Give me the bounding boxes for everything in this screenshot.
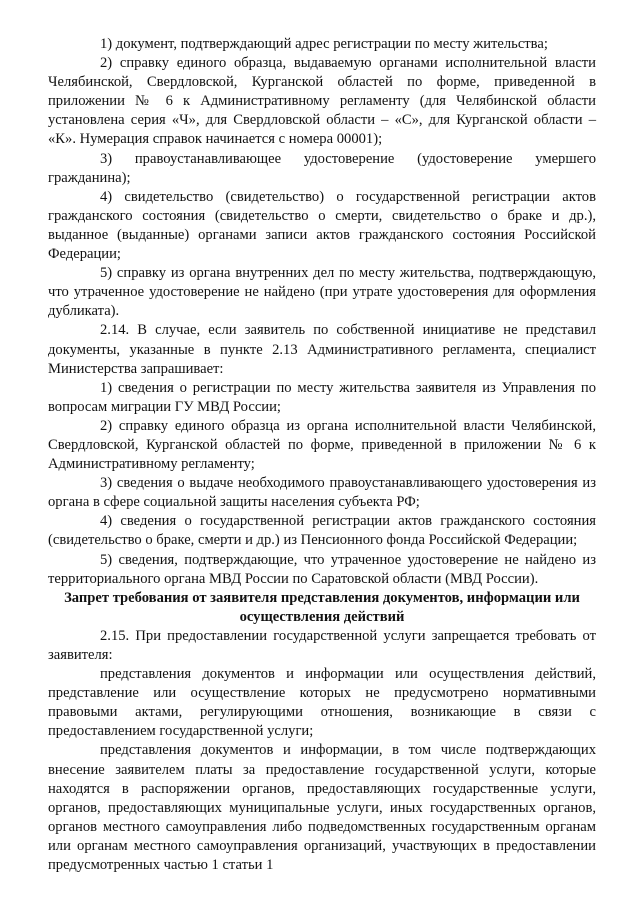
paragraph-request-3: 3) сведения о выдаче необходимого правоустанавливающего удостоверения из органа в сфере социальной защиты населения субъекта РФ; (48, 475, 596, 511)
paragraph-prohibition-1: представления документов и информации или осуществления действий, представление или осуществление которых не предусмотрено нормативными правовыми актами, регулирующими отношения, возникающие в связи с предоставлением государственной услуги; (48, 666, 596, 740)
paragraph-prohibition-2: представления документов и информации, в том числе подтверждающих внесение заявителем платы за предоставление государственной услуги, которые находятся в распоряжении органов, предоставляющих государственные услуги, органов, предоставляющих муниципальные услуги, иных государственных органов, органов местного самоуправления либо подведомственных государственным органам или органам местного самоуправления организаций, участвующих в предоставлении предусмотренных частью 1 статьи 1 (48, 742, 596, 874)
paragraph-request-5: 5) сведения, подтверждающие, что утраченное удостоверение не найдено из территориального органа МВД России по Саратовской области (МВД России). (48, 551, 596, 587)
paragraph-request-4: 4) сведения о государственной регистрации актов гражданского состояния (свидетельство о браке, смерти и др.) из Пенсионного фонда Российской Федерации; (48, 513, 596, 549)
paragraph-item-5: 5) справку из органа внутренних дел по месту жительства, подтверждающую, что утраченное удостоверение не найдено (при утрате удостоверения для оформления дубликата). (48, 265, 596, 320)
paragraph-item-3: 3) правоустанавливающее удостоверение (удостоверение умершего гражданина); (48, 150, 596, 186)
paragraphs-top (48, 35, 596, 589)
paragraph-request-2: 2) справку единого образца из органа исполнительной власти Челябинской, Свердловской, Курганской областей по форме, приведенной в приложении № 6 к Административному регламенту; (48, 417, 596, 473)
paragraphs-bottom (48, 627, 596, 875)
paragraph-item-1: 1) документ, подтверждающий адрес регистрации по месту жительства; (100, 36, 548, 52)
paragraph-item-4: 4) свидетельство (свидетельство) о государственной регистрации актов гражданского состояния (свидетельство о смерти, свидетельство о браке и др.), выданное (выданные) органами записи актов гражданского состояния Российской Федерации; (48, 188, 596, 263)
paragraph-request-1: 1) сведения о регистрации по месту жительства заявителя из Управления по вопросам миграции ГУ МВД России; (48, 379, 596, 415)
paragraph-2-14: 2.14. В случае, если заявитель по собственной инициативе не представил документы, указанные в пункте 2.13 Административного регламента, специалист Министерства запрашивает: (48, 322, 596, 377)
paragraph-item-2: 2) справку единого образца, выдаваемую органами исполнительной власти Челябинской, Свердловской, Курганской областей по форме, приведенной в приложении № 6 к Административному регламенту (для Челябинской области установлена серия «Ч», для Свердловской области – «С», для Курганской области – «К». Нумерация справок начинается с номера 00001); (48, 55, 596, 148)
paragraph-2-15: 2.15. При предоставлении государственной услуги запрещается требовать от заявителя: (48, 627, 596, 663)
section-heading: Запрет требования от заявителя представления документов, информации или осуществления действий (64, 589, 580, 625)
